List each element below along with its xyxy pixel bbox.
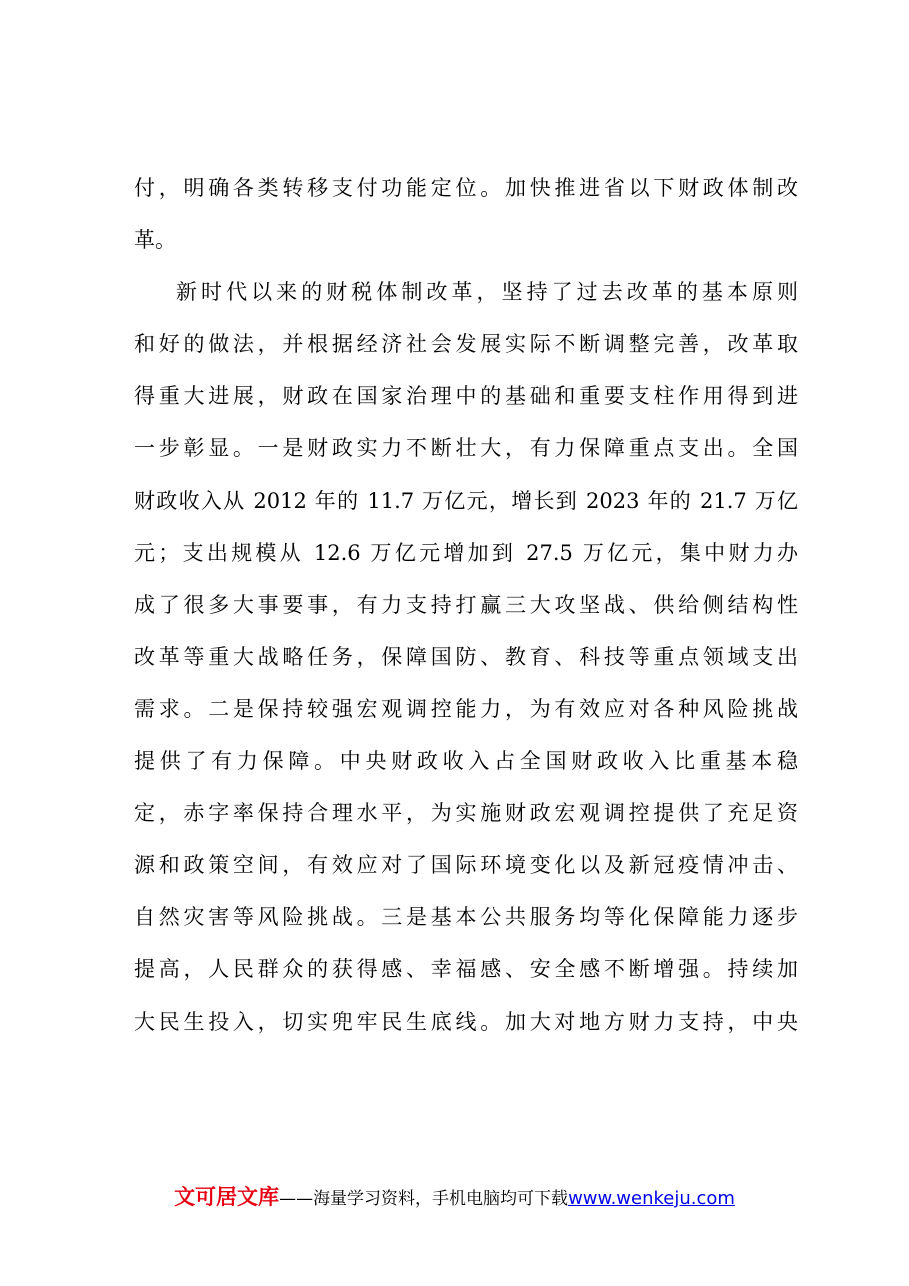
text-line: 自然灾害等风险挑战。三是基本公共服务均等化保障能力逐步 — [134, 905, 798, 930]
text-line: 革。 — [134, 228, 176, 253]
text-line: 新时代以来的财税体制改革，坚持了过去改革的基本原则 — [176, 280, 798, 305]
text-line: 得重大进展，财政在国家治理中的基础和重要支柱作用得到进 — [134, 384, 798, 409]
text-line: 改革等重大战略任务，保障国防、教育、科技等重点领域支出 — [134, 644, 798, 669]
text-line: 元；支出规模从 12.6 万亿元增加到 27.5 万亿元，集中财力办 — [134, 540, 798, 565]
text-line: 提供了有力保障。中央财政收入占全国财政收入比重基本稳 — [134, 749, 798, 774]
text-line: 付，明确各类转移支付功能定位。加快推进省以下财政体制改 — [134, 176, 798, 200]
text-line: 大民生投入，切实兜牢民生底线。加大对地方财力支持，中央 — [134, 1009, 798, 1034]
brand-name: 文可居文库 — [174, 1185, 280, 1209]
body-text — [134, 162, 798, 1048]
text-line: 源和政策空间，有效应对了国际环境变化以及新冠疫情冲击、 — [134, 853, 798, 878]
text-line: 定，赤字率保持合理水平，为实施财政宏观调控提供了充足资 — [134, 801, 798, 826]
text-line: 提高，人民群众的获得感、幸福感、安全感不断增强。持续加 — [134, 957, 798, 982]
footer-slogan: ——海量学习资料，手机电脑均可下载 — [279, 1189, 569, 1209]
website-link[interactable]: www.wenkeju.com — [568, 1188, 735, 1209]
text-line: 一步彰显。一是财政实力不断壮大，有力保障重点支出。全国 — [134, 436, 798, 461]
text-line: 和好的做法，并根据经济社会发展实际不断调整完善，改革取 — [134, 332, 798, 357]
footer-banner — [0, 1182, 909, 1212]
text-line: 需求。二是保持较强宏观调控能力，为有效应对各种风险挑战 — [134, 696, 798, 721]
text-line: 财政收入从 2012 年的 11.7 万亿元，增长到 2023 年的 21.7 万亿 — [134, 488, 798, 513]
text-line: 成了很多大事要事，有力支持打赢三大攻坚战、供给侧结构性 — [134, 592, 798, 617]
